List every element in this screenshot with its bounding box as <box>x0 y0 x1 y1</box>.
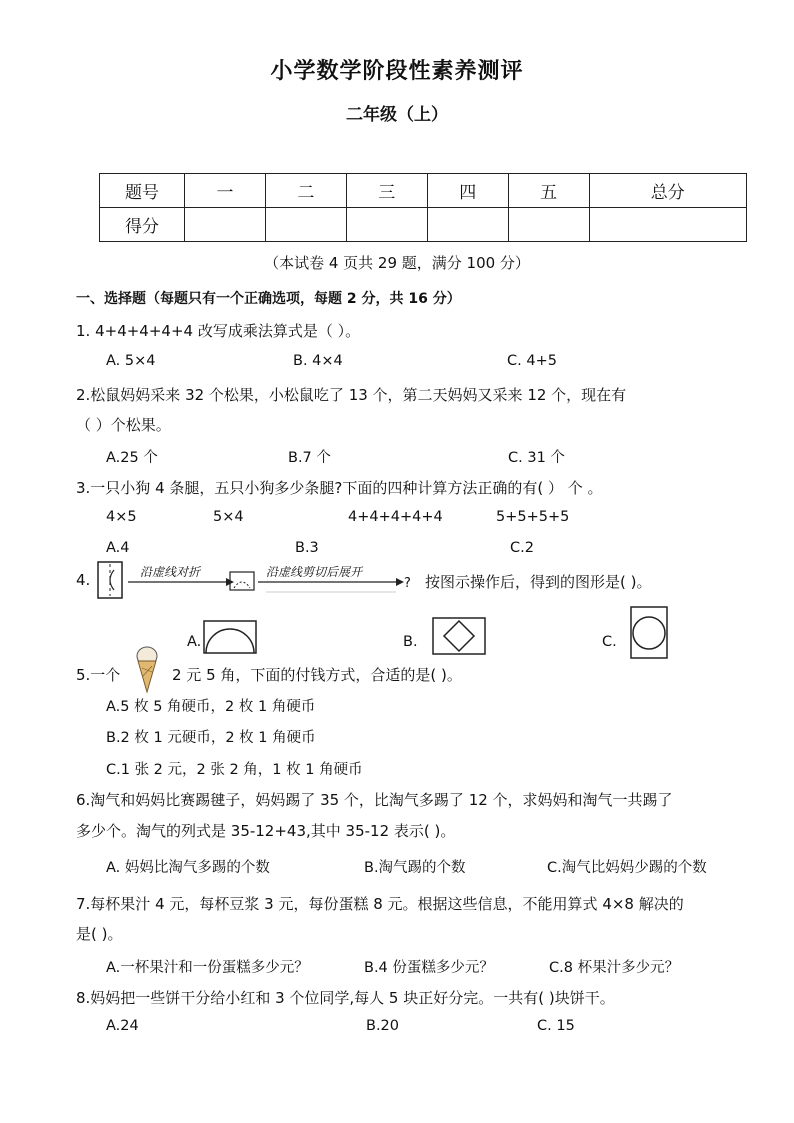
score-table-header-row <box>100 174 747 208</box>
q5-option-b: B.2 枚 1 元硬币，2 枚 1 角硬币 <box>106 730 316 746</box>
q1-option-c: C. 4+5 <box>507 353 557 369</box>
q8-option-c: C. 15 <box>537 1018 575 1034</box>
score-table-cell: 总分 <box>589 174 746 208</box>
q7-option-c: C.8 杯果汁多少元？ <box>549 960 680 976</box>
q4-option-c: C. <box>602 634 617 650</box>
question-2-line2: （ ）个松果。 <box>76 416 171 434</box>
question-6-line2: 多少个。淘气的列式是 35-12+43,其中 35-12 表示( )。 <box>76 822 456 840</box>
q3-method: 5+5+5+5 <box>496 509 570 525</box>
dashed-arc <box>234 582 250 588</box>
question-4-number: 4. <box>76 571 91 589</box>
question-7-line2: 是( )。 <box>76 925 123 943</box>
q1-option-a: A. 5×4 <box>106 353 156 369</box>
q3-method: 4+4+4+4+4 <box>348 509 443 525</box>
option-a-figure <box>203 620 257 654</box>
q8-option-a: A.24 <box>106 1018 139 1034</box>
q5-option-c: C.1 张 2 元，2 张 2 角，1 枚 1 角硬币 <box>106 762 363 778</box>
q7-option-a: A.一杯果汁和一份蛋糕多少元？ <box>106 960 309 976</box>
ice-cream-icon <box>134 644 160 694</box>
question-4-text: 按图示操作后，得到的图形是( )。 <box>425 573 652 591</box>
score-table-cell: 三 <box>346 174 427 208</box>
section-heading: 一、选择题（每题只有一个正确选项，每题 2 分，共 16 分） <box>76 291 461 307</box>
q3-option-c: C.2 <box>510 540 534 556</box>
ice-cream-cone <box>138 661 156 692</box>
q6-option-b: B.淘气踢的个数 <box>364 860 466 876</box>
diamond-shape <box>444 621 474 651</box>
option-c-figure <box>630 606 668 659</box>
q3-option-b: B.3 <box>295 540 319 556</box>
q3-method: 5×4 <box>213 509 244 525</box>
question-mark: ? <box>404 576 411 591</box>
score-table-cell: 一 <box>185 174 266 208</box>
score-input-cell[interactable] <box>265 208 346 242</box>
question-5-stem: 2 元 5 角，下面的付钱方式，合适的是( )。 <box>172 666 462 684</box>
score-input-cell[interactable] <box>508 208 589 242</box>
q6-option-c: C.淘气比妈妈少踢的个数 <box>547 860 707 876</box>
semicircle-shape <box>206 629 254 653</box>
score-table <box>99 173 747 242</box>
page-title: 小学数学阶段性素养测评 <box>270 59 524 84</box>
score-table-cell: 二 <box>265 174 346 208</box>
figure-frame <box>433 618 485 654</box>
exam-note: （本试卷 4 页共 29 题，满分 100 分） <box>264 254 530 272</box>
score-table-cell: 四 <box>427 174 508 208</box>
folded-paper-rect <box>230 572 254 590</box>
circle-shape <box>633 617 665 649</box>
q3-method: 4×5 <box>106 509 137 525</box>
score-table-cell: 题号 <box>100 174 185 208</box>
q2-option-a: A.25 个 <box>106 450 158 466</box>
score-input-cell[interactable] <box>427 208 508 242</box>
question-6-line1: 6.淘气和妈妈比赛踢毽子，妈妈踢了 35 个，比淘气多踢了 12 个，求妈妈和淘气一共踢了 <box>76 791 673 809</box>
question-7-line1: 7.每杯果汁 4 元，每杯豆浆 3 元，每份蛋糕 8 元。根据这些信息，不能用算式 4×8 解决的 <box>76 895 684 913</box>
step2-label: 沿虚线剪切后展开 <box>266 565 363 579</box>
figure-frame <box>631 607 667 658</box>
page-subtitle: 二年级（上） <box>346 105 448 125</box>
question-3: 3.一只小狗 4 条腿，五只小狗多少条腿?下面的四种计算方法正确的有( ） 个 。 <box>76 479 603 497</box>
question-8: 8.妈妈把一些饼干分给小红和 3 个位同学,每人 5 块正好分完。一共有( )块饼干。 <box>76 989 615 1007</box>
q5-option-a: A.5 枚 5 角硬币，2 枚 1 角硬币 <box>106 699 316 715</box>
q8-option-b: B.20 <box>366 1018 400 1034</box>
cut-curve <box>110 570 114 590</box>
question-1: 1. 4+4+4+4+4 改写成乘法算式是（ ）。 <box>76 322 361 340</box>
score-table-score-row <box>100 208 747 242</box>
score-table-cell: 五 <box>508 174 589 208</box>
score-table-cell: 得分 <box>100 208 185 242</box>
q7-option-b: B.4 份蛋糕多少元？ <box>364 960 494 976</box>
question-2-line1: 2.松鼠妈妈采来 32 个松果，小松鼠吃了 13 个，第二天妈妈又采来 12 个，现在有 <box>76 386 627 404</box>
option-b-figure <box>432 617 486 655</box>
q3-option-a: A.4 <box>106 540 130 556</box>
arrow-head <box>396 578 404 586</box>
q6-option-a: A. 妈妈比淘气多踢的个数 <box>106 860 270 876</box>
score-input-cell[interactable] <box>346 208 427 242</box>
q2-option-c: C. 31 个 <box>508 450 565 466</box>
score-input-cell[interactable] <box>589 208 746 242</box>
q4-option-a: A. <box>187 634 202 650</box>
q2-option-b: B.7 个 <box>288 450 331 466</box>
q4-option-b: B. <box>403 634 418 650</box>
step1-label: 沿虚线对折 <box>140 565 201 579</box>
question-5-prefix: 5.一个 <box>76 666 121 684</box>
score-input-cell[interactable] <box>185 208 266 242</box>
q1-option-b: B. 4×4 <box>293 353 343 369</box>
